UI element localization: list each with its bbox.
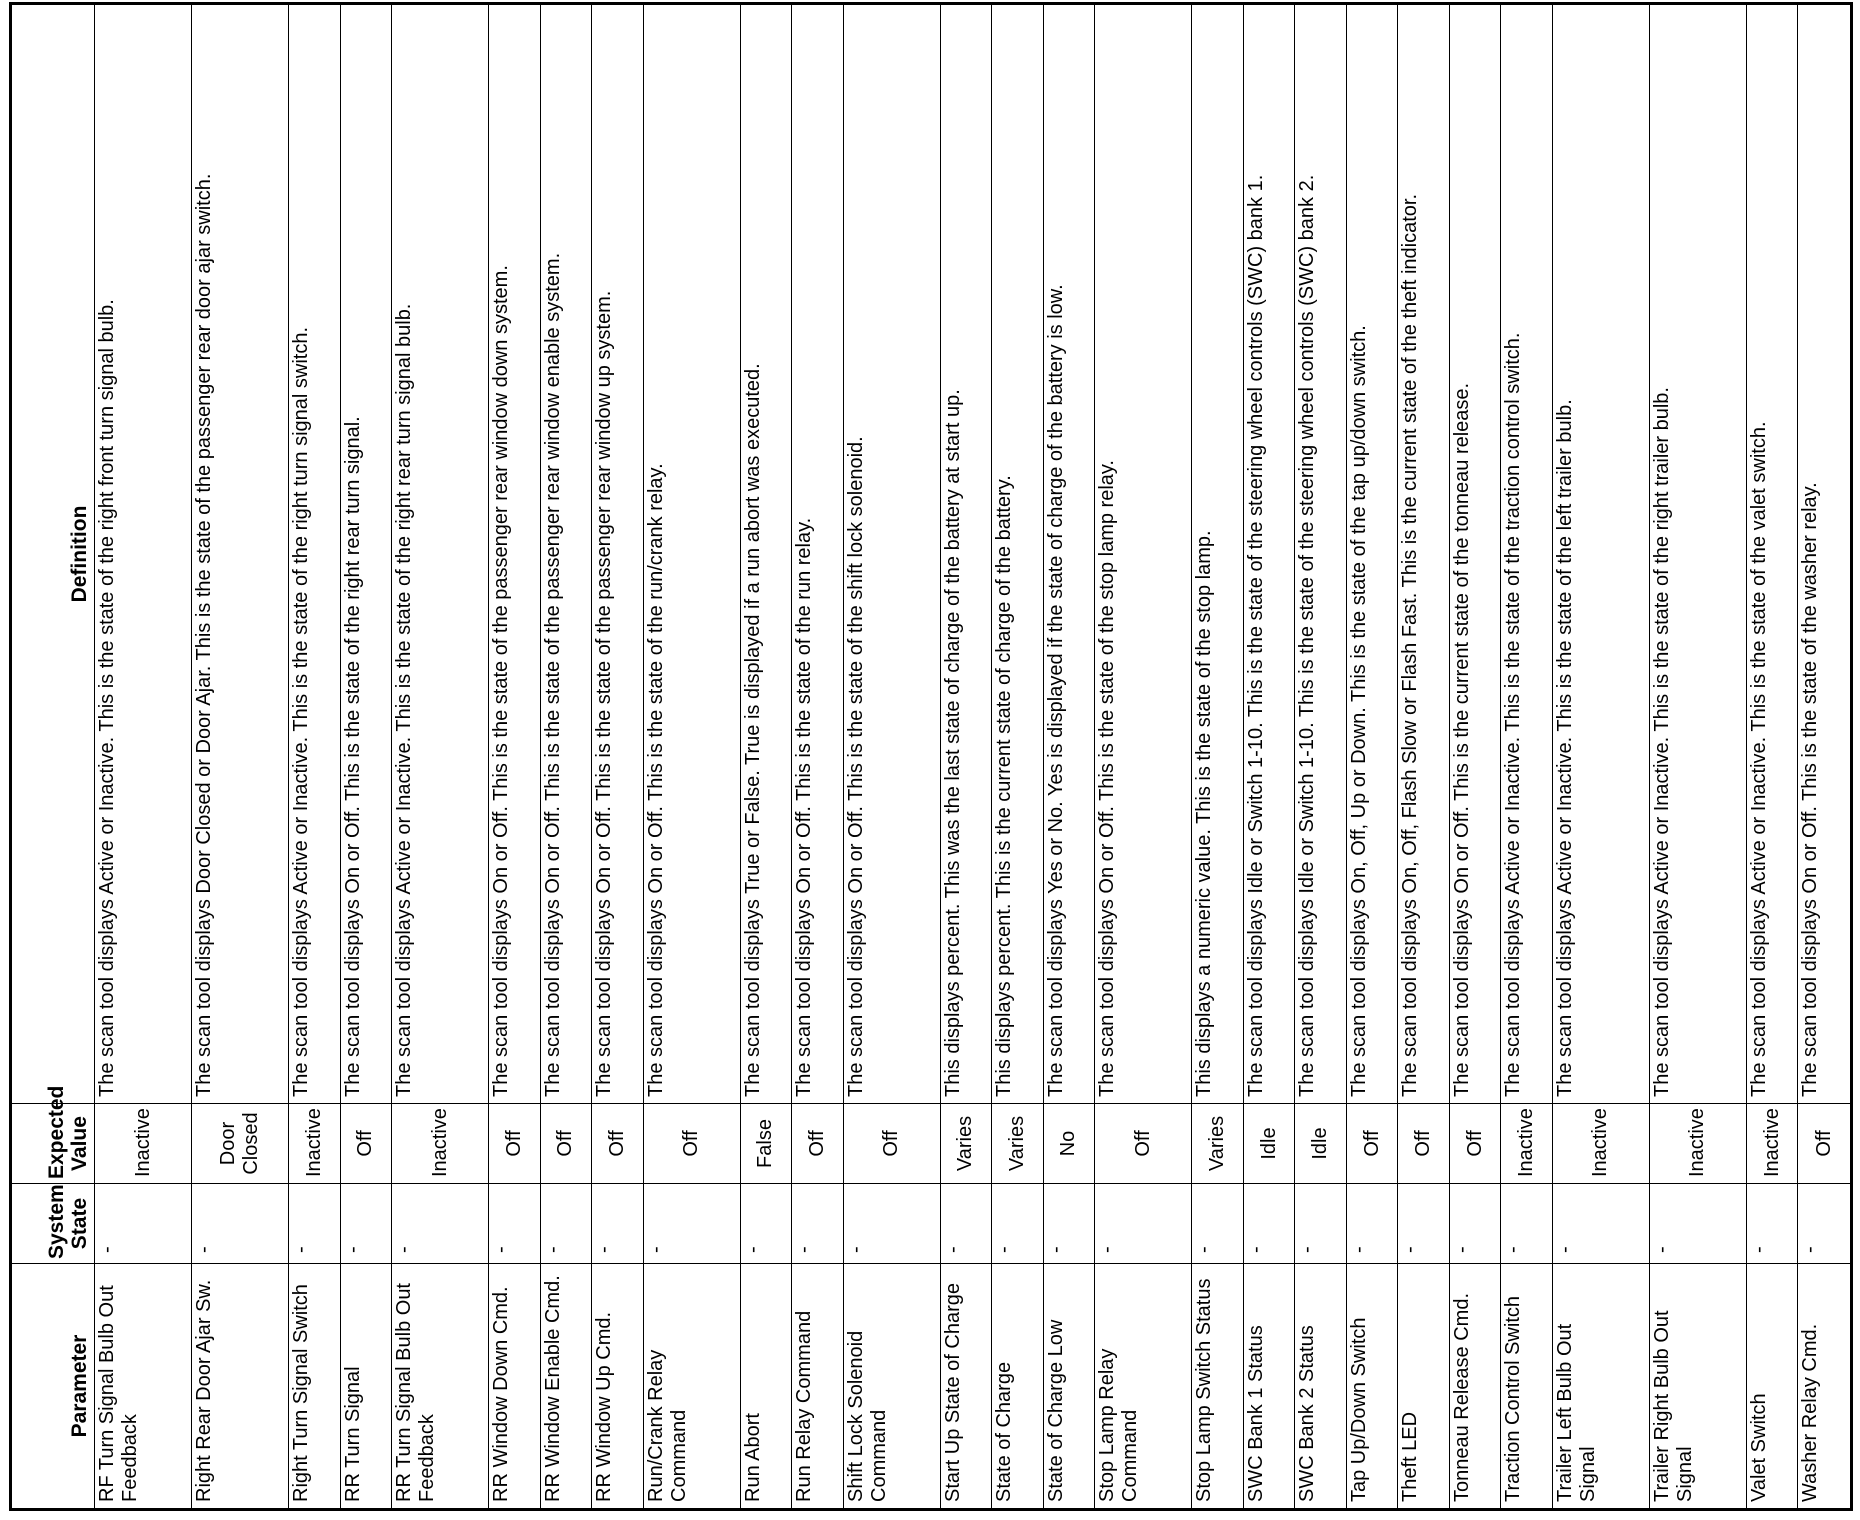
parameter-cell: RR Window Up Cmd. <box>592 1264 644 1510</box>
system-state-cell: - <box>1295 1184 1347 1264</box>
expected-value-cell: Off <box>792 1104 844 1184</box>
definition-cell: The scan tool displays Active or Inactive. This is the state of the traction control switch. <box>1501 4 1553 1104</box>
parameter-cell: Tonneau Release Cmd. <box>1449 1264 1501 1510</box>
definition-cell: The scan tool displays On or Off. This is the state of the right rear turn signal. <box>340 4 392 1104</box>
table-row <box>843 4 940 1510</box>
definition-cell: The scan tool displays On or Off. This is the state of the stop lamp relay. <box>1095 4 1192 1104</box>
definition-cell: This displays a numeric value. This is the state of the stop lamp. <box>1192 4 1244 1104</box>
parameter-cell: SWC Bank 1 Status <box>1243 1264 1295 1510</box>
table-row <box>1746 4 1798 1510</box>
table-row <box>792 4 844 1510</box>
expected-value-cell: Off <box>1346 1104 1398 1184</box>
system-state-cell: - <box>1192 1184 1244 1264</box>
parameter-cell: Start Up State of Charge <box>940 1264 992 1510</box>
definition-cell: The scan tool displays Active or Inactive. This is the state of the right turn signal switch. <box>289 4 341 1104</box>
parameter-cell: Tap Up/Down Switch <box>1346 1264 1398 1510</box>
table-row <box>1295 4 1347 1510</box>
expected-value-cell: Varies <box>992 1104 1044 1184</box>
parameter-cell: Run/Crank Relay Command <box>643 1264 740 1510</box>
system-state-cell: - <box>1746 1184 1798 1264</box>
system-state-cell: - <box>1398 1184 1450 1264</box>
system-state-cell: - <box>289 1184 341 1264</box>
definition-cell: The scan tool displays On, Off, Flash Slow or Flash Fast. This is the current state of the theft indicator. <box>1398 4 1450 1104</box>
expected-value-cell: Varies <box>940 1104 992 1184</box>
system-state-cell: - <box>95 1184 192 1264</box>
definition-cell: The scan tool displays Idle or Switch 1-10. This is the state of the steering wheel controls (SWC) bank 1. <box>1243 4 1295 1104</box>
definition-cell: This displays percent. This is the current state of charge of the battery. <box>992 4 1044 1104</box>
parameter-cell: RR Turn Signal <box>340 1264 392 1510</box>
system-state-cell: - <box>489 1184 541 1264</box>
system-state-cell: - <box>643 1184 740 1264</box>
table-row <box>592 4 644 1510</box>
expected-value-cell: Off <box>1398 1104 1450 1184</box>
expected-value-cell: Inactive <box>95 1104 192 1184</box>
parameter-cell: Theft LED <box>1398 1264 1450 1510</box>
expected-value-cell: Inactive <box>289 1104 341 1184</box>
table-row <box>1552 4 1649 1510</box>
system-state-cell: - <box>592 1184 644 1264</box>
expected-value-cell: Off <box>489 1104 541 1184</box>
table-row <box>1501 4 1553 1510</box>
table-row <box>992 4 1044 1510</box>
system-state-cell: - <box>1649 1184 1746 1264</box>
expected-value-cell: Off <box>340 1104 392 1184</box>
definition-cell: The scan tool displays On or Off. This is the state of the passenger rear window up system. <box>592 4 644 1104</box>
expected-value-cell: Off <box>540 1104 592 1184</box>
system-state-cell: - <box>1552 1184 1649 1264</box>
rotated-page <box>9 5 1853 1511</box>
definition-cell: The scan tool displays On or Off. This is the state of the passenger rear window enable system. <box>540 4 592 1104</box>
table-row <box>340 4 392 1510</box>
definition-cell: The scan tool displays On, Off, Up or Down. This is the state of the tap up/down switch. <box>1346 4 1398 1104</box>
definition-cell: The scan tool displays On or Off. This is the state of the washer relay. <box>1798 4 1852 1104</box>
definition-cell: The scan tool displays True or False. True is displayed if a run abort was executed. <box>740 4 792 1104</box>
system-state-cell: - <box>540 1184 592 1264</box>
expected-value-cell: Off <box>1798 1104 1852 1184</box>
definition-cell: The scan tool displays Active or Inactive. This is the state of the right trailer bulb. <box>1649 4 1746 1104</box>
parameter-cell: Washer Relay Cmd. <box>1798 1264 1852 1510</box>
system-state-cell: - <box>1449 1184 1501 1264</box>
definition-cell: The scan tool displays Yes or No. Yes is displayed if the state of charge of the battery is low. <box>1043 4 1095 1104</box>
expected-value-cell: Inactive <box>392 1104 489 1184</box>
expected-value-cell: Idle <box>1243 1104 1295 1184</box>
expected-value-cell: Off <box>1095 1104 1192 1184</box>
expected-value-cell: Off <box>843 1104 940 1184</box>
system-state-cell: - <box>1043 1184 1095 1264</box>
table-row <box>1649 4 1746 1510</box>
parameter-cell: Trailer Left Bulb Out Signal <box>1552 1264 1649 1510</box>
table-row <box>289 4 341 1510</box>
parameter-cell: SWC Bank 2 Status <box>1295 1264 1347 1510</box>
system-state-cell: - <box>1346 1184 1398 1264</box>
parameter-cell: Traction Control Switch <box>1501 1264 1553 1510</box>
table-row <box>95 4 192 1510</box>
expected-value-cell: Inactive <box>1649 1104 1746 1184</box>
parameter-cell: Stop Lamp Switch Status <box>1192 1264 1244 1510</box>
definition-cell: The scan tool displays Active or Inactive. This is the state of the right rear turn signal bulb. <box>392 4 489 1104</box>
parameter-cell: Right Rear Door Ajar Sw. <box>192 1264 289 1510</box>
parameter-cell: State of Charge <box>992 1264 1044 1510</box>
parameter-cell: Right Turn Signal Switch <box>289 1264 341 1510</box>
system-state-cell: - <box>740 1184 792 1264</box>
expected-value-cell: Inactive <box>1746 1104 1798 1184</box>
table-row <box>643 4 740 1510</box>
header-expected-value: Expected Value <box>11 1104 95 1184</box>
parameter-cell: RF Turn Signal Bulb Out Feedback <box>95 1264 192 1510</box>
parameter-cell: RR Window Enable Cmd. <box>540 1264 592 1510</box>
definition-cell: The scan tool displays On or Off. This is the state of the run relay. <box>792 4 844 1104</box>
expected-value-cell: Idle <box>1295 1104 1347 1184</box>
definition-cell: The scan tool displays Idle or Switch 1-10. This is the state of the steering wheel controls (SWC) bank 2. <box>1295 4 1347 1104</box>
header-system-state: System State <box>11 1184 95 1264</box>
definition-cell: The scan tool displays Active or Inactive. This is the state of the left trailer bulb. <box>1552 4 1649 1104</box>
definition-cell: The scan tool displays Door Closed or Door Ajar. This is the state of the passenger rear door ajar switch. <box>192 4 289 1104</box>
definition-cell: The scan tool displays On or Off. This is the current state of the tonneau release. <box>1449 4 1501 1104</box>
parameter-cell: Run Relay Command <box>792 1264 844 1510</box>
system-state-cell: - <box>792 1184 844 1264</box>
system-state-cell: - <box>940 1184 992 1264</box>
parameter-cell: Trailer Right Bulb Out Signal <box>1649 1264 1746 1510</box>
system-state-cell: - <box>1095 1184 1192 1264</box>
system-state-cell: - <box>1243 1184 1295 1264</box>
parameter-cell: Stop Lamp Relay Command <box>1095 1264 1192 1510</box>
parameter-cell: RR Window Down Cmd. <box>489 1264 541 1510</box>
table-row <box>392 4 489 1510</box>
parameter-cell: Valet Switch <box>1746 1264 1798 1510</box>
system-state-cell: - <box>992 1184 1044 1264</box>
table-row <box>1043 4 1095 1510</box>
system-state-cell: - <box>192 1184 289 1264</box>
expected-value-cell: Off <box>643 1104 740 1184</box>
parameter-cell: Run Abort <box>740 1264 792 1510</box>
table-row <box>192 4 289 1510</box>
definition-cell: The scan tool displays Active or Inactive. This is the state of the right front turn signal bulb. <box>95 4 192 1104</box>
expected-value-cell: Inactive <box>1501 1104 1553 1184</box>
definition-cell: The scan tool displays On or Off. This is the state of the run/crank relay. <box>643 4 740 1104</box>
expected-value-cell: Door Closed <box>192 1104 289 1184</box>
expected-value-cell: Varies <box>1192 1104 1244 1184</box>
table-row <box>1095 4 1192 1510</box>
definition-cell: The scan tool displays On or Off. This is the state of the shift lock solenoid. <box>843 4 940 1104</box>
definition-cell: The scan tool displays Active or Inactive. This is the state of the valet switch. <box>1746 4 1798 1104</box>
system-state-cell: - <box>340 1184 392 1264</box>
definition-cell: This displays percent. This was the last state of charge of the battery at start up. <box>940 4 992 1104</box>
system-state-cell: - <box>1501 1184 1553 1264</box>
header-definition: Definition <box>11 4 95 1104</box>
header-parameter: Parameter <box>11 1264 95 1510</box>
table-row <box>740 4 792 1510</box>
table-row <box>1798 4 1852 1510</box>
scan-tool-parameter-table <box>9 2 1853 1511</box>
parameter-cell: RR Turn Signal Bulb Out Feedback <box>392 1264 489 1510</box>
table-row <box>1398 4 1450 1510</box>
expected-value-cell: Off <box>1449 1104 1501 1184</box>
definition-cell: The scan tool displays On or Off. This is the state of the passenger rear window down system. <box>489 4 541 1104</box>
system-state-cell: - <box>843 1184 940 1264</box>
table-row <box>540 4 592 1510</box>
table-header-row <box>11 4 95 1510</box>
parameter-cell: State of Charge Low <box>1043 1264 1095 1510</box>
system-state-cell: - <box>392 1184 489 1264</box>
system-state-cell: - <box>1798 1184 1852 1264</box>
table-row <box>1243 4 1295 1510</box>
table-row <box>489 4 541 1510</box>
expected-value-cell: False <box>740 1104 792 1184</box>
table-row <box>1346 4 1398 1510</box>
expected-value-cell: Off <box>592 1104 644 1184</box>
table-row <box>940 4 992 1510</box>
table-row <box>1192 4 1244 1510</box>
table-row <box>1449 4 1501 1510</box>
expected-value-cell: No <box>1043 1104 1095 1184</box>
parameter-cell: Shift Lock Solenoid Command <box>843 1264 940 1510</box>
expected-value-cell: Inactive <box>1552 1104 1649 1184</box>
